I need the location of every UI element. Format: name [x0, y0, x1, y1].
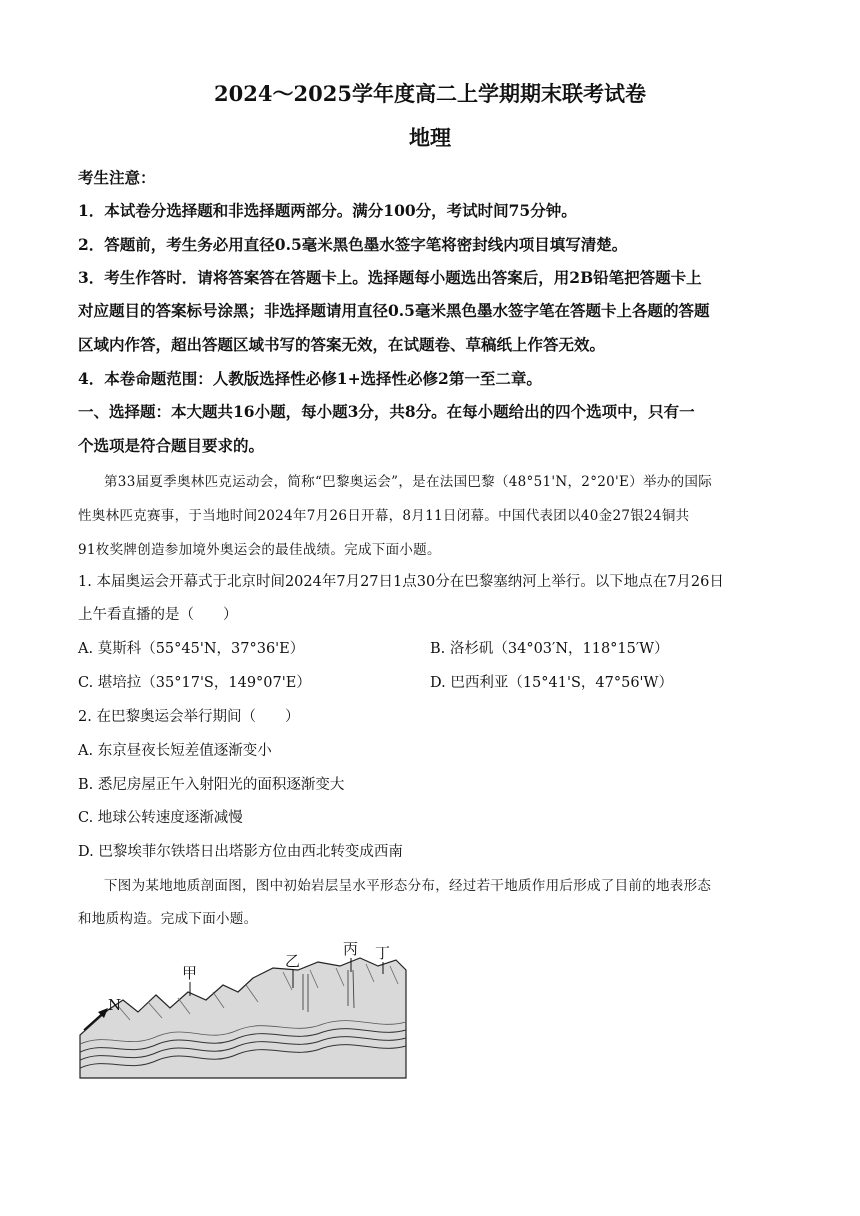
q2-option-c: C. 地球公转速度逐渐减慢	[78, 810, 243, 826]
label-ding: 丁	[375, 944, 391, 962]
q2-option-b: B. 悉尼房屋正午入射阳光的面积逐渐变大	[78, 777, 345, 793]
section-heading: 一、选择题：本大题共16小题，每小题3分，共8分。在每小题给出的四个选项中，只有一	[78, 402, 695, 421]
q1-option-d: D. 巴西利亚（15°41'S，47°56'W）	[430, 675, 673, 691]
notice-item-4: 4．本卷命题范围：人教版选择性必修1+选择性必修2第一至二章。	[78, 369, 542, 388]
notice-item-1: 1．本试卷分选择题和非选择题两部分。满分100分，考试时间75分钟。	[78, 201, 577, 220]
q1-option-a: A. 莫斯科（55°45'N，37°36'E）	[78, 641, 305, 657]
q1-option-c: C. 堪培拉（35°17'S，149°07'E）	[78, 675, 311, 691]
notice-item-3: 3．考生作答时．请将答案答在答题卡上。选择题每小题选出答案后，用2B铅笔把答题卡上	[78, 268, 702, 287]
geologic-section-figure	[78, 940, 410, 1080]
notice-item-3-cont: 对应题目的答案标号涂黑；非选择题请用直径0.5毫米黑色墨水签字笔在答题卡上各题的答题	[78, 301, 710, 320]
q2-option-d: D. 巴黎埃菲尔铁塔日出塔影方位由西北转变成西南	[78, 844, 403, 860]
q1-stem-line2: 上午看直播的是（ ）	[78, 607, 238, 623]
passage1-line2: 性奥林匹克赛事，于当地时间2024年7月26日开幕，8月11日闭幕。中国代表团以40金27银24铜共	[78, 508, 690, 524]
north-label: N	[108, 996, 122, 1014]
q1-stem-line1: 1. 本届奥运会开幕式于北京时间2024年7月27日1点30分在巴黎塞纳河上举行。以下地点在7月26日	[78, 574, 724, 590]
exam-title: 2024～2025学年度高二上学期期末联考试卷	[214, 81, 646, 106]
label-jia: 甲	[182, 964, 198, 982]
label-yi: 乙	[285, 952, 301, 970]
notice-item-3-cont2: 区域内作答，超出答题区域书写的答案无效，在试题卷、草稿纸上作答无效。	[78, 335, 606, 354]
notice-heading: 考生注意：	[78, 168, 156, 187]
passage1-line3: 91枚奖牌创造参加境外奥运会的最佳战绩。完成下面小题。	[78, 542, 441, 558]
section-heading-cont: 个选项是符合题目要求的。	[78, 436, 265, 455]
q2-option-a: A. 东京昼夜长短差值逐渐变小	[78, 743, 272, 759]
passage2-line2: 和地质构造。完成下面小题。	[78, 911, 258, 927]
passage1-line1: 第33届夏季奥林匹克运动会，简称“巴黎奥运会”，是在法国巴黎（48°51'N，2°20'E）举办的国际	[104, 474, 712, 490]
q1-option-b: B. 洛杉矶（34°03′N，118°15′W）	[430, 641, 669, 657]
label-bing: 丙	[343, 940, 359, 958]
subject-title: 地理	[409, 125, 451, 150]
section-block	[80, 958, 406, 1078]
passage2-line1: 下图为某地地质剖面图，图中初始岩层呈水平形态分布，经过若干地质作用后形成了目前的地表形态	[104, 878, 712, 894]
notice-item-2: 2．答题前，考生务必用直径0.5毫米黑色墨水签字笔将密封线内项目填写清楚。	[78, 235, 628, 254]
q2-stem: 2. 在巴黎奥运会举行期间（ ）	[78, 709, 300, 725]
